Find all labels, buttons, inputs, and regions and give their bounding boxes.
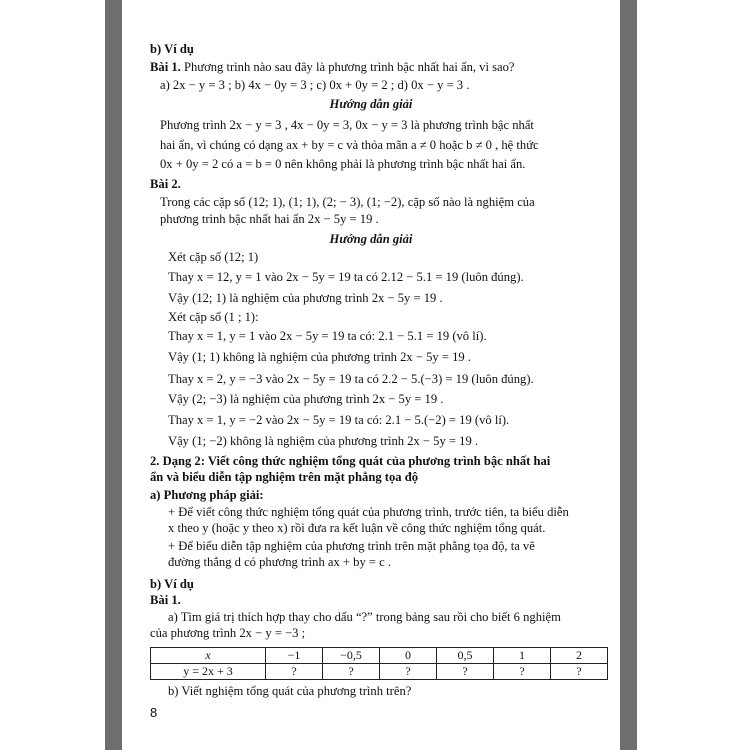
- example-heading-2: b) Ví dụ: [150, 577, 194, 591]
- table-cell: ?: [266, 664, 323, 680]
- page-number: 8: [150, 705, 158, 720]
- table-cell: ?: [494, 664, 551, 680]
- table-cell: −1: [266, 648, 323, 664]
- exercise-1-options: a) 2x − y = 3 ; b) 4x − 0y = 3 ; c) 0x + 0y = 2 ; d) 0x − y = 3 .: [160, 78, 470, 92]
- document-page: [122, 0, 620, 750]
- exercise-2-title: Bài 2.: [150, 177, 181, 191]
- exercise-3-part-b: b) Viết nghiệm tổng quát của phương trình trên?: [168, 684, 412, 698]
- exercise-2-line-2: phương trình bậc nhất hai ẩn 2x − 5y = 19 .: [160, 212, 379, 226]
- solution-1-line-3: 0x + 0y = 2 có a = b = 0 nên không phải là phương trình bậc nhất hai ẩn.: [160, 157, 526, 171]
- step-6: Vậy (1; 1) không là nghiệm của phương trình 2x − 5y = 19 .: [168, 350, 471, 364]
- section-2-heading-line-2: ẩn và biểu diễn tập nghiệm trên mặt phẳng tọa độ: [150, 470, 419, 484]
- example-heading: b) Ví dụ: [150, 42, 194, 56]
- solution-1-line-2: hai ẩn, vì chúng có dạng ax + by = c và thỏa mãn a ≠ 0 hoặc b ≠ 0 , hệ thức: [160, 138, 539, 152]
- step-1: Xét cặp số (12; 1): [168, 250, 259, 264]
- exercise-1-text: Phương trình nào sau đây là phương trình bậc nhất hai ẩn, vì sao?: [180, 60, 515, 74]
- table-cell: x: [151, 648, 266, 664]
- method-line-3: + Để biểu diễn tập nghiệm của phương trình trên mặt phẳng tọa độ, ta vẽ: [168, 539, 535, 553]
- solution-1-line-1: Phương trình 2x − y = 3 , 4x − 0y = 3, 0x − y = 3 là phương trình bậc nhất: [160, 118, 534, 132]
- solution-heading-2: Hướng dẫn giải: [329, 232, 413, 246]
- step-3: Vậy (12; 1) là nghiệm của phương trình 2x − 5y = 19 .: [168, 291, 443, 305]
- table-cell: ?: [323, 664, 380, 680]
- step-8: Vậy (2; −3) là nghiệm của phương trình 2x − 5y = 19 .: [168, 392, 444, 406]
- table-cell: 0,5: [437, 648, 494, 664]
- method-line-1: + Để viết công thức nghiệm tổng quát của phương trình, trước tiên, ta biểu diễn: [168, 505, 569, 519]
- step-10: Vậy (1; −2) không là nghiệm của phương trình 2x − 5y = 19 .: [168, 434, 479, 448]
- right-margin: [637, 0, 750, 750]
- step-2: Thay x = 12, y = 1 vào 2x − 5y = 19 ta có 2.12 − 5.1 = 19 (luôn đúng).: [168, 270, 524, 284]
- method-line-2: x theo y (hoặc y theo x) rồi đưa ra kết luận về công thức nghiệm tổng quát.: [168, 521, 546, 535]
- table-row: [151, 648, 608, 664]
- table-row: [151, 664, 608, 680]
- right-gray-border: [620, 0, 637, 750]
- step-7: Thay x = 2, y = −3 vào 2x − 5y = 19 ta có 2.2 − 5.(−3) = 19 (luôn đúng).: [168, 372, 534, 386]
- table-cell: 0: [380, 648, 437, 664]
- step-4: Xét cặp số (1 ; 1):: [168, 310, 259, 324]
- table-cell: ?: [380, 664, 437, 680]
- section-2-heading-line-1: 2. Dạng 2: Viết công thức nghiệm tổng quát của phương trình bậc nhất hai: [150, 454, 551, 468]
- table-cell: ?: [437, 664, 494, 680]
- table-cell: 2: [551, 648, 608, 664]
- table-cell: 1: [494, 648, 551, 664]
- table-cell: y = 2x + 3: [151, 664, 266, 680]
- exercise-3-line-2: của phương trình 2x − y = −3 ;: [150, 626, 306, 640]
- solution-heading-1: Hướng dẫn giải: [329, 97, 413, 111]
- step-9: Thay x = 1, y = −2 vào 2x − 5y = 19 ta có: 2.1 − 5.(−2) = 19 (vô lí).: [168, 413, 510, 427]
- method-heading: a) Phương pháp giải:: [150, 488, 264, 502]
- exercise-3-line-1: a) Tìm giá trị thích hợp thay cho dấu “?” trong bảng sau rồi cho biết 6 nghiệm: [168, 610, 561, 624]
- table-cell: ?: [551, 664, 608, 680]
- left-gray-border: [105, 0, 122, 750]
- method-line-4: đường thẳng d có phương trình ax + by = c .: [168, 555, 392, 569]
- value-table: [150, 647, 608, 680]
- left-margin: [0, 0, 122, 750]
- table-cell: −0,5: [323, 648, 380, 664]
- exercise-2-line-1: Trong các cặp số (12; 1), (1; 1), (2; − 3), (1; −2), cặp số nào là nghiệm của: [160, 195, 535, 209]
- exercise-3-title: Bài 1.: [150, 593, 181, 607]
- exercise-1-question: [150, 60, 515, 75]
- step-5: Thay x = 1, y = 1 vào 2x − 5y = 19 ta có: 2.1 − 5.1 = 19 (vô lí).: [168, 329, 487, 343]
- exercise-1-title: Bài 1.: [150, 60, 181, 74]
